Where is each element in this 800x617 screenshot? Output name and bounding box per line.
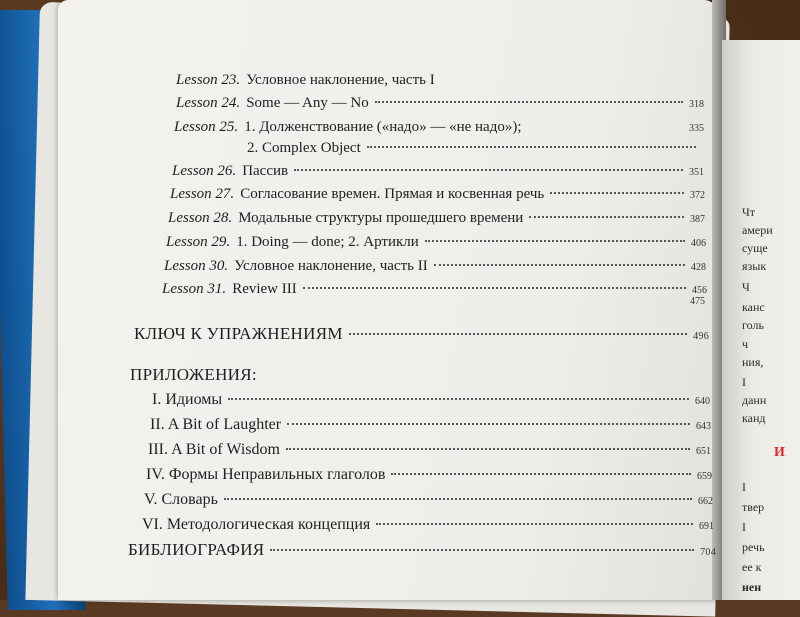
page-number: 428 <box>691 262 706 273</box>
dot-leader <box>228 398 689 400</box>
section-title: КЛЮЧ К УПРАЖНЕНИЯМ <box>134 324 343 343</box>
dot-leader <box>529 216 684 218</box>
toc-lesson-26 <box>172 163 704 180</box>
lesson-title: 1. Долженствование («надо» — «не надо»); <box>244 119 522 135</box>
page-number: 351 <box>689 167 704 178</box>
right-page-line: твер <box>742 500 765 514</box>
lesson-title: 2. Complex Object <box>247 140 361 156</box>
section-title: ПРИЛОЖЕНИЯ: <box>130 365 257 384</box>
lesson-title: Условное наклонение, часть II <box>234 258 428 274</box>
toc-appendix-item <box>142 516 714 534</box>
page-number: 387 <box>690 214 705 225</box>
right-page-line: суще <box>742 241 768 255</box>
page-number: 318 <box>689 99 704 110</box>
dot-leader <box>349 333 687 335</box>
toc-lesson-31 <box>162 281 707 298</box>
right-page-line: ее к <box>742 560 762 574</box>
page-number: 643 <box>696 421 711 432</box>
right-page-line: ния, <box>742 355 764 369</box>
dot-leader <box>376 523 693 525</box>
toc-lesson-30 <box>164 258 706 275</box>
toc-extra-page <box>690 296 705 307</box>
lesson-title: Модальные структуры прошедшего времени <box>238 210 524 226</box>
right-page-line: I <box>742 520 746 534</box>
right-page-line: I <box>742 480 746 494</box>
right-page-line: I <box>742 375 746 389</box>
toc-lesson-24 <box>176 95 704 112</box>
toc-bibliography <box>128 540 716 560</box>
lesson-number: Lesson 24. <box>176 95 241 111</box>
lesson-title: Согласование времен. Прямая и косвенная речь <box>240 186 545 202</box>
dot-leader <box>294 169 683 171</box>
right-page-line: амери <box>742 223 773 237</box>
appendix-title: VI. Методологическая концепция <box>142 516 371 533</box>
right-page-line: канс <box>742 300 765 314</box>
lesson-title: Review III <box>232 281 297 297</box>
page-number: 406 <box>691 238 706 249</box>
dot-leader <box>270 549 694 551</box>
page-number: 372 <box>690 190 705 201</box>
toc-lesson-28 <box>168 210 705 227</box>
lesson-number: Lesson 29. <box>166 234 231 250</box>
page-number: 335 <box>689 123 704 134</box>
lesson-number: Lesson 25. <box>174 119 239 135</box>
dot-leader <box>224 498 692 500</box>
appendix-title: I. Идиомы <box>152 391 223 408</box>
toc-appendices-heading <box>130 365 257 385</box>
page-number: 691 <box>699 521 714 532</box>
toc-lesson-23 <box>176 72 701 89</box>
appendix-title: IV. Формы Неправильных глаголов <box>146 466 386 483</box>
dot-leader <box>425 240 685 242</box>
right-page-line: канд <box>742 411 766 425</box>
toc-appendix-item <box>146 466 712 484</box>
lesson-number: Lesson 30. <box>164 258 229 274</box>
toc-appendix-item <box>148 441 711 459</box>
toc-answer-key <box>134 324 709 344</box>
toc-appendix-item <box>144 491 713 509</box>
page-number: 475 <box>690 296 705 307</box>
toc-appendix-item <box>152 391 710 409</box>
appendix-title: V. Словарь <box>144 491 218 508</box>
appendix-title: II. A Bit of Laughter <box>150 416 282 433</box>
right-page-line: язык <box>742 259 767 273</box>
dot-leader <box>391 473 691 475</box>
page-number: 704 <box>700 547 716 558</box>
toc-lesson-27 <box>170 186 705 203</box>
dot-leader <box>375 101 683 103</box>
toc-lesson-25 <box>174 119 704 136</box>
lesson-title: Some — Any — No <box>246 95 369 111</box>
dot-leader <box>303 287 686 289</box>
appendix-title: III. A Bit of Wisdom <box>148 441 280 458</box>
lesson-number: Lesson 26. <box>172 163 237 179</box>
toc-lesson-29 <box>166 234 706 251</box>
right-page-line: ч <box>742 337 749 351</box>
page-number: 659 <box>697 471 712 482</box>
section-title: БИБЛИОГРАФИЯ <box>128 540 265 559</box>
right-page-line: данн <box>742 393 767 407</box>
dot-leader <box>286 448 690 450</box>
lesson-number: Lesson 27. <box>170 186 235 202</box>
right-page-line: речь <box>742 540 765 554</box>
lesson-title: Условное наклонение, часть I <box>246 72 435 88</box>
dot-leader <box>434 264 685 266</box>
lesson-number: Lesson 28. <box>168 210 233 226</box>
right-page-line: голь <box>742 318 764 332</box>
right-page-line: Чт <box>742 205 756 219</box>
lesson-title: Пассив <box>242 163 289 179</box>
page-number: 651 <box>696 446 711 457</box>
dot-leader <box>367 146 696 148</box>
lesson-number: Lesson 31. <box>162 281 227 297</box>
page-number: 662 <box>698 496 713 507</box>
right-page-heading: И <box>774 445 785 460</box>
page-number: 496 <box>693 331 709 342</box>
toc-lesson-25-part2 <box>247 140 702 157</box>
page-number: 456 <box>692 285 707 296</box>
lesson-number: Lesson 23. <box>176 72 241 88</box>
toc-appendix-item <box>150 416 711 434</box>
dot-leader <box>550 192 684 194</box>
page-number: 640 <box>695 396 710 407</box>
lesson-title: 1. Doing — done; 2. Артикли <box>236 234 419 250</box>
right-page-line: нен <box>742 580 762 594</box>
dot-leader <box>287 423 690 425</box>
right-page-line: Ч <box>742 280 750 294</box>
